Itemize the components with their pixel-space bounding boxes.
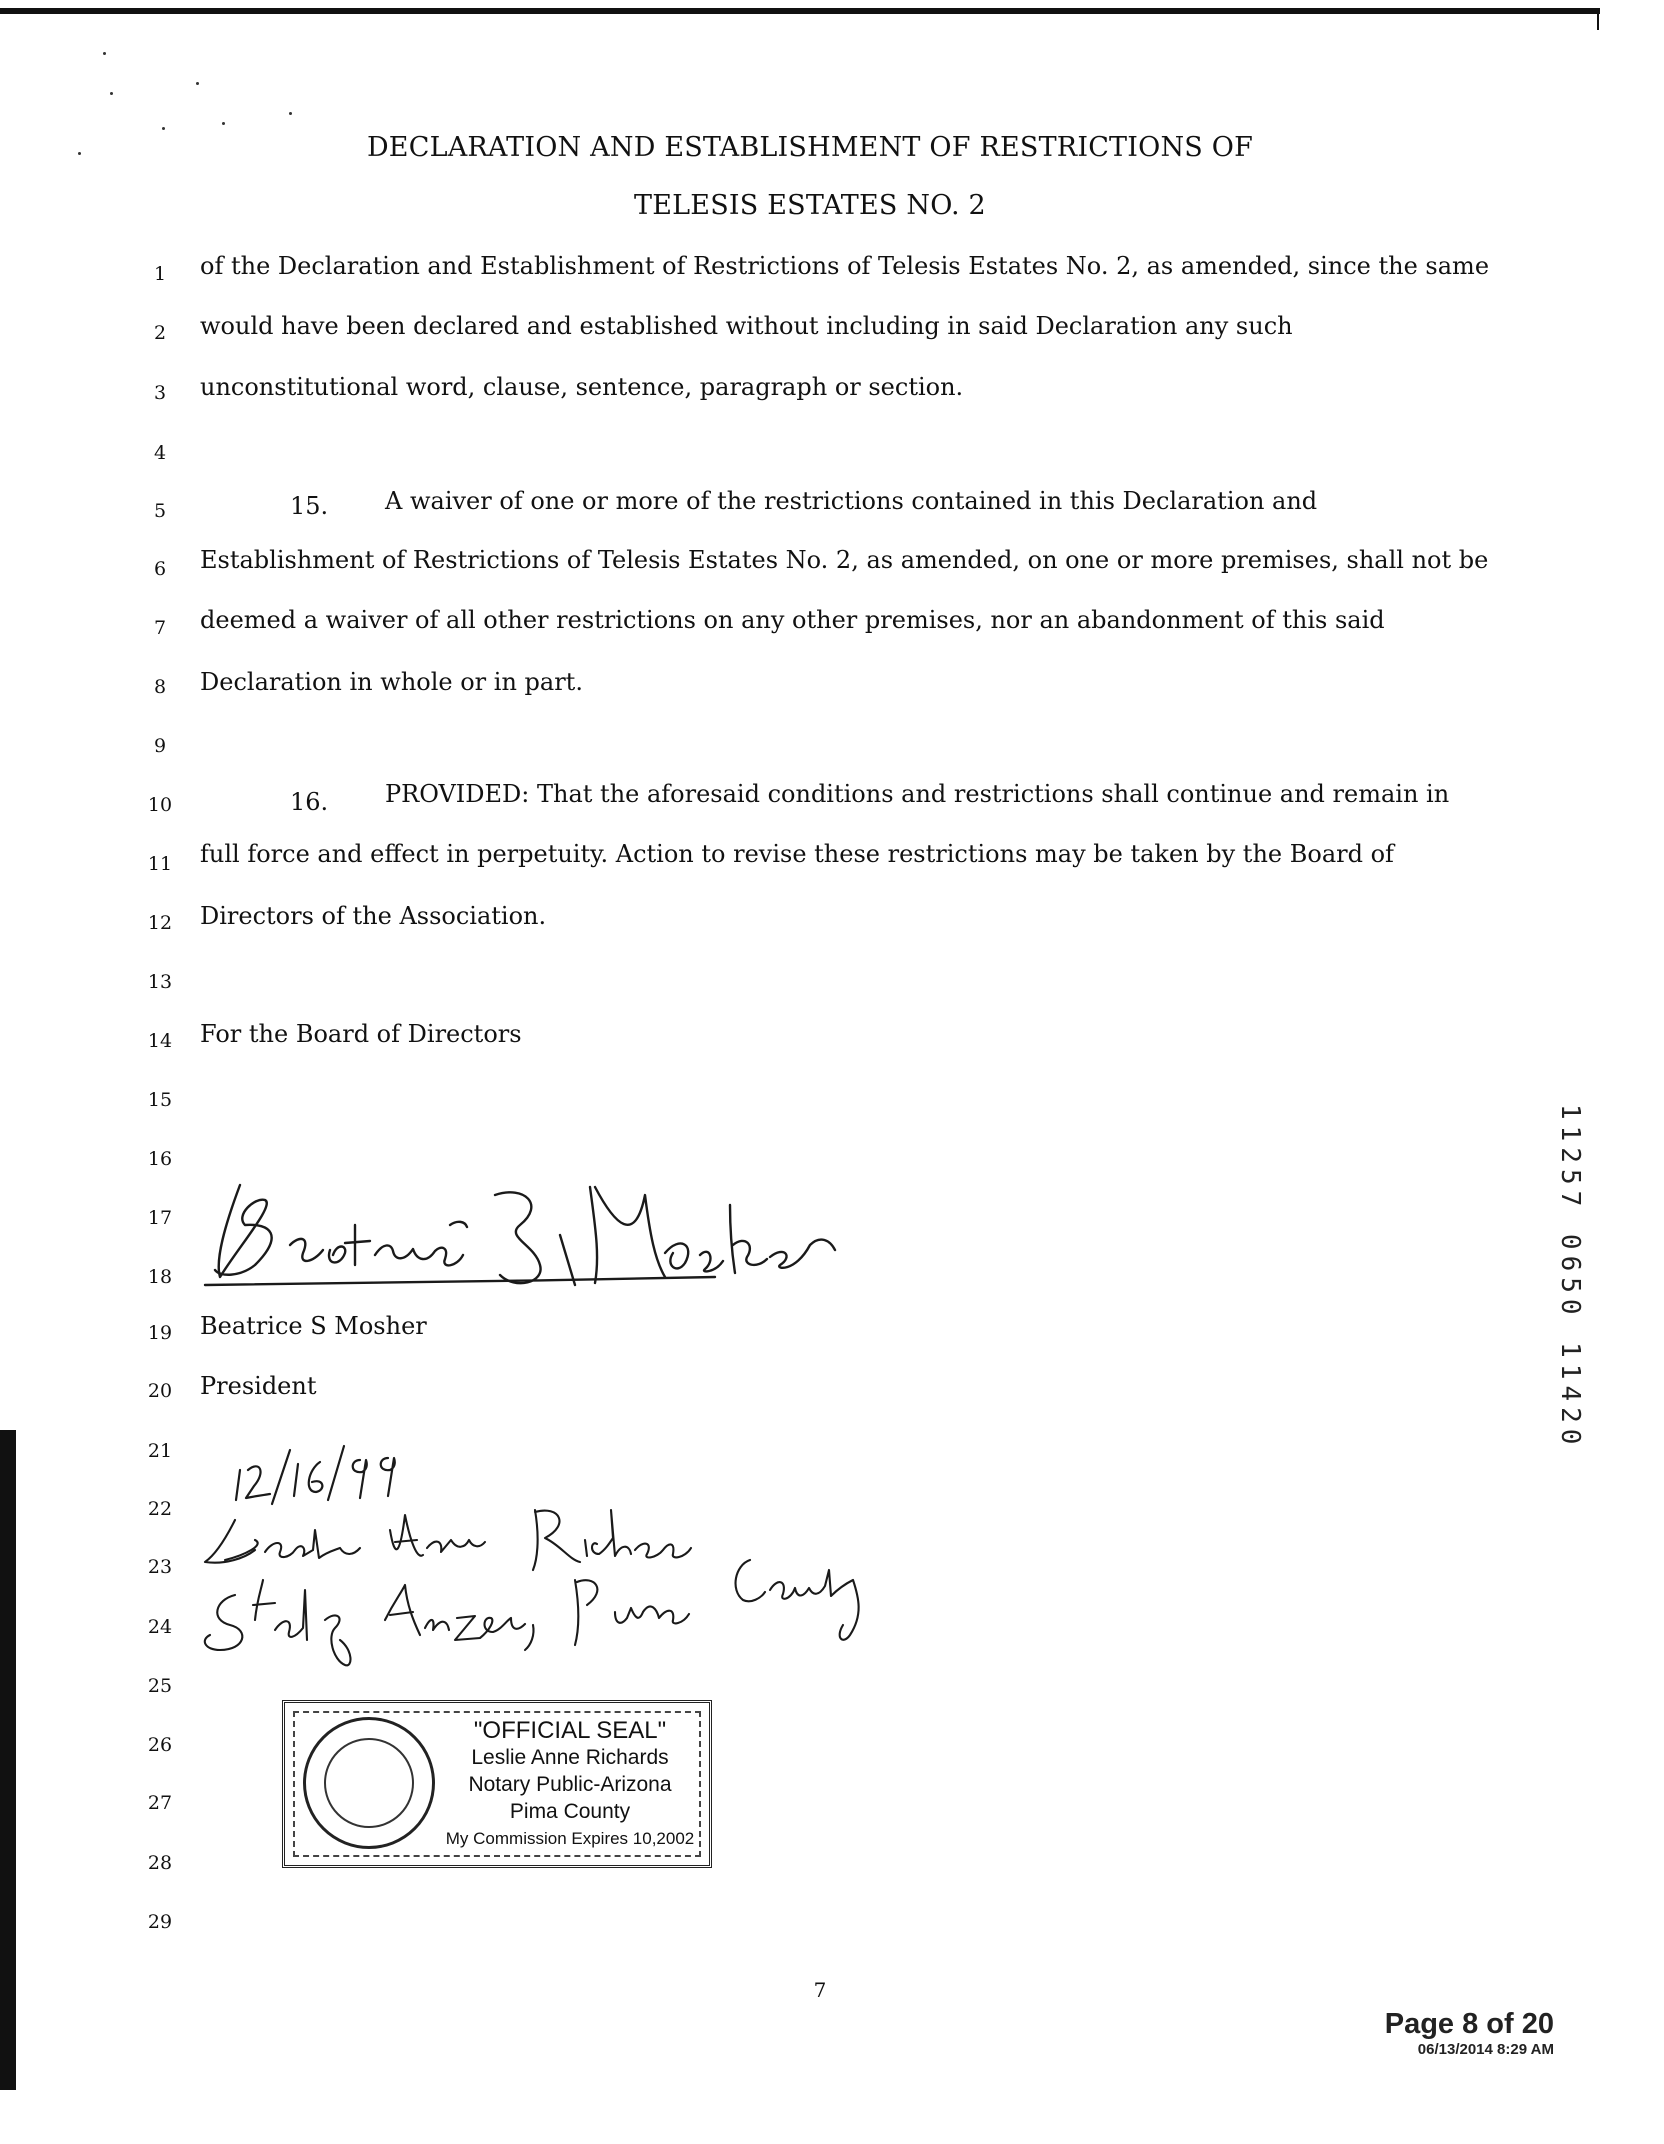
line-number: 13 [147, 971, 173, 993]
state-seal-emblem [303, 1717, 435, 1849]
line-number: 11 [147, 853, 173, 875]
line-number: 29 [147, 1911, 173, 1933]
paragraph-number: 16. [290, 788, 329, 816]
top-border-tick [1597, 8, 1599, 30]
board-label: For the Board of Directors [200, 1020, 522, 1048]
scan-speck [289, 112, 292, 115]
line-number: 12 [147, 912, 173, 934]
body-line: deemed a waiver of all other restrictions on any other premises, nor an abandonment of this said [200, 606, 1385, 634]
line-number: 20 [147, 1380, 173, 1402]
body-line: would have been declared and established without including in said Declaration any such [200, 312, 1293, 340]
line-number: 6 [153, 558, 167, 580]
line-number: 23 [147, 1556, 173, 1578]
paragraph-number: 15. [290, 492, 329, 520]
line-number: 28 [147, 1852, 173, 1874]
handwritten-notary-lines [195, 1500, 895, 1670]
line-number: 5 [153, 500, 167, 522]
line-number: 26 [147, 1734, 173, 1756]
line-number: 16 [147, 1148, 173, 1170]
line-number: 15 [147, 1089, 173, 1111]
signer-name: Beatrice S Mosher [200, 1312, 427, 1340]
body-line: A waiver of one or more of the restrictions contained in this Declaration and [385, 487, 1318, 515]
line-number: 1 [153, 263, 167, 285]
line-number: 14 [147, 1030, 173, 1052]
body-line: of the Declaration and Establishment of Restrictions of Telesis Estates No. 2, as amended, since the same [200, 252, 1490, 280]
seal-notary-role: Notary Public-Arizona [468, 1773, 672, 1796]
body-line: PROVIDED: That the aforesaid conditions and restrictions shall continue and remain in [385, 780, 1450, 808]
line-number: 21 [147, 1440, 173, 1462]
line-number: 19 [147, 1322, 173, 1344]
body-line: unconstitutional word, clause, sentence, paragraph or section. [200, 373, 964, 401]
line-number: 2 [153, 322, 167, 344]
seal-county: Pima County [509, 1800, 631, 1823]
page-footer-stamp [1385, 2008, 1554, 2058]
body-line: Establishment of Restrictions of Telesis Estates No. 2, as amended, on one or more premises, shall not be [200, 546, 1489, 574]
signer-title: President [200, 1372, 317, 1400]
line-number: 27 [147, 1792, 173, 1814]
line-number: 17 [147, 1207, 173, 1229]
recording-stamp-text: 11257 0650 11420 [1555, 1104, 1585, 1451]
document-title-line1: DECLARATION AND ESTABLISHMENT OF RESTRICTIONS OF [366, 132, 1254, 163]
line-number: 18 [147, 1266, 173, 1288]
page-of-count: Page 8 of 20 [1384, 2008, 1554, 2040]
line-number: 24 [147, 1616, 173, 1638]
body-line: Declaration in whole or in part. [200, 668, 583, 696]
seal-title: "OFFICIAL SEAL" [473, 1717, 667, 1744]
page-number: 7 [813, 1978, 827, 2002]
scan-speck [196, 82, 199, 85]
state-seal-inner-ring [324, 1738, 414, 1828]
line-number: 3 [153, 382, 167, 404]
line-number: 7 [153, 617, 167, 639]
seal-notary-name: Leslie Anne Richards [471, 1746, 669, 1769]
scan-speck [222, 122, 225, 125]
document-title-line2: TELESIS ESTATES NO. 2 [634, 190, 986, 221]
line-number: 4 [153, 442, 167, 464]
scan-speck [162, 127, 165, 130]
print-timestamp: 06/13/2014 8:29 AM [1417, 2041, 1554, 2058]
line-number: 9 [153, 735, 167, 757]
line-number: 25 [147, 1675, 173, 1697]
official-notary-seal [282, 1700, 712, 1868]
line-number: 10 [147, 794, 173, 816]
top-border-rule [0, 8, 1600, 14]
seal-commission-expiry: My Commission Expires 10,2002 [445, 1829, 695, 1848]
signature-mosher [195, 1165, 845, 1295]
line-number: 22 [147, 1498, 173, 1520]
body-line: full force and effect in perpetuity. Action to revise these restrictions may be taken by the Board of [200, 840, 1394, 868]
scan-speck [110, 92, 113, 95]
seal-text-block [435, 1717, 705, 1852]
body-line: Directors of the Association. [200, 902, 547, 930]
scan-speck [103, 52, 106, 55]
line-number: 8 [153, 676, 167, 698]
